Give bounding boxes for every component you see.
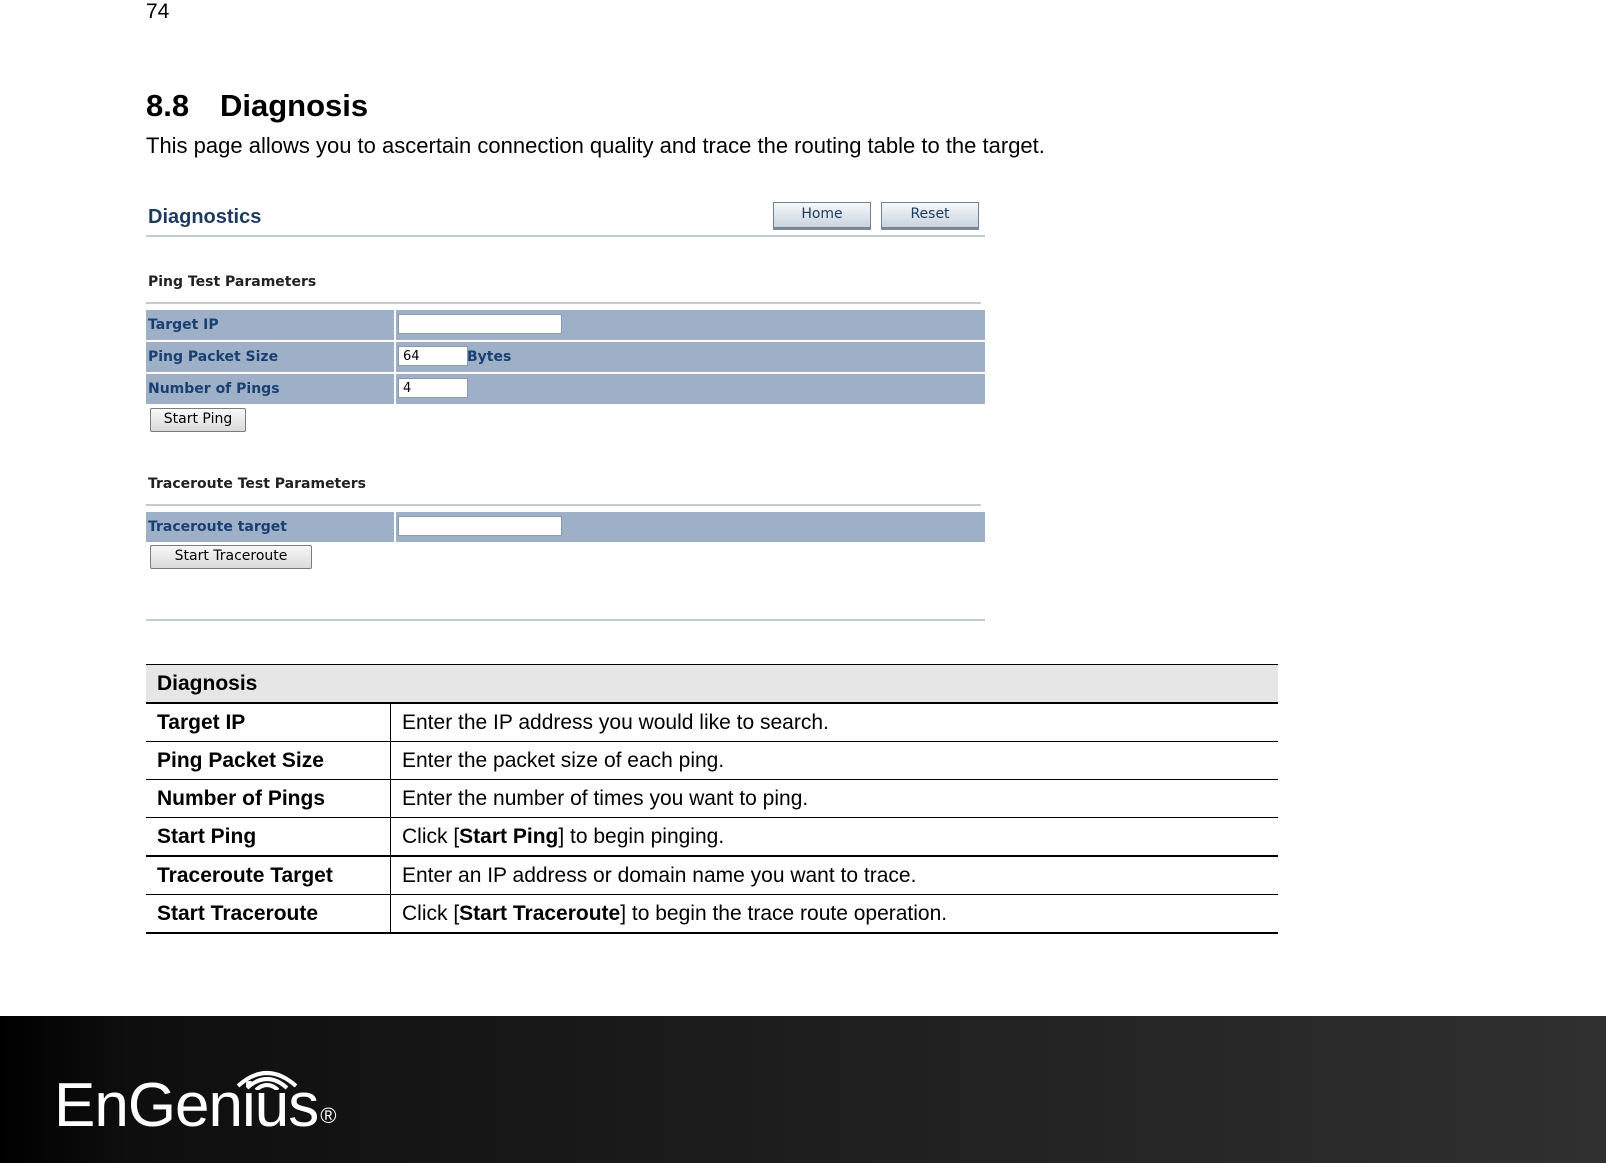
diagnostics-title: Diagnostics — [148, 206, 262, 228]
table-row — [146, 742, 1278, 780]
traceroute-section-divider — [146, 504, 981, 506]
table-header: Diagnosis — [146, 665, 1278, 704]
traceroute-target-row — [146, 512, 985, 542]
table-row — [146, 856, 1278, 895]
number-of-pings-label: Number of Pings — [146, 374, 396, 404]
diagnostics-panel — [146, 198, 985, 623]
ping-packet-size-row — [146, 342, 985, 372]
term-cell: Start Traceroute — [146, 895, 391, 934]
target-ip-row — [146, 310, 985, 340]
ping-packet-size-label: Ping Packet Size — [146, 342, 396, 372]
term-cell: Number of Pings — [146, 780, 391, 818]
footer-divider — [146, 619, 985, 621]
home-button[interactable]: Home — [773, 202, 871, 228]
traceroute-target-label: Traceroute target — [146, 512, 396, 542]
ping-section-title: Ping Test Parameters — [148, 274, 317, 290]
registered-mark: ® — [320, 1103, 336, 1128]
term-cell: Traceroute Target — [146, 856, 391, 895]
page-number: 74 — [146, 0, 170, 23]
start-traceroute-button[interactable]: Start Traceroute — [150, 545, 312, 569]
wifi-signal-icon — [232, 1064, 302, 1090]
traceroute-section-title: Traceroute Test Parameters — [148, 476, 366, 492]
desc-pre: Click [ — [402, 824, 460, 848]
desc-cell — [391, 895, 1279, 934]
start-ping-button[interactable]: Start Ping — [150, 408, 246, 432]
header-divider — [146, 235, 985, 237]
desc-cell — [391, 818, 1279, 857]
section-title: Diagnosis — [220, 88, 369, 123]
number-of-pings-row — [146, 374, 985, 404]
number-of-pings-input[interactable]: 4 — [398, 378, 468, 398]
desc-cell: Enter the IP address you would like to search. — [391, 703, 1279, 742]
desc-cell: Enter the packet size of each ping. — [391, 742, 1279, 780]
desc-post: ] to begin pinging. — [558, 824, 725, 848]
traceroute-target-input[interactable] — [398, 516, 562, 536]
diagnosis-table — [146, 664, 1278, 934]
desc-bold: Start Ping — [459, 824, 559, 848]
section-intro: This page allows you to ascertain connection quality and trace the routing table to the target. — [146, 133, 1045, 158]
term-cell: Start Ping — [146, 818, 391, 857]
section-number: 8.8 — [146, 88, 190, 123]
term-cell: Ping Packet Size — [146, 742, 391, 780]
reset-button[interactable]: Reset — [881, 202, 979, 228]
desc-bold: Start Traceroute — [459, 901, 621, 925]
table-row — [146, 895, 1278, 934]
ping-section-divider — [146, 302, 981, 304]
desc-post: ] to begin the trace route operation. — [620, 901, 948, 925]
term-cell: Target IP — [146, 703, 391, 742]
desc-cell: Enter an IP address or domain name you want to trace. — [391, 856, 1279, 895]
desc-pre: Click [ — [402, 901, 460, 925]
bytes-unit-label: Bytes — [467, 349, 512, 365]
section-heading — [146, 88, 368, 124]
desc-cell: Enter the number of times you want to ping. — [391, 780, 1279, 818]
engenius-logo — [54, 1066, 336, 1146]
target-ip-input[interactable] — [398, 314, 562, 334]
target-ip-label: Target IP — [146, 310, 396, 340]
table-row — [146, 780, 1278, 818]
table-row — [146, 818, 1278, 857]
page-footer — [0, 1016, 1606, 1163]
ping-packet-size-input[interactable]: 64 — [398, 346, 468, 366]
table-row — [146, 703, 1278, 742]
logo-wordmark: EnGenius — [54, 1071, 319, 1140]
